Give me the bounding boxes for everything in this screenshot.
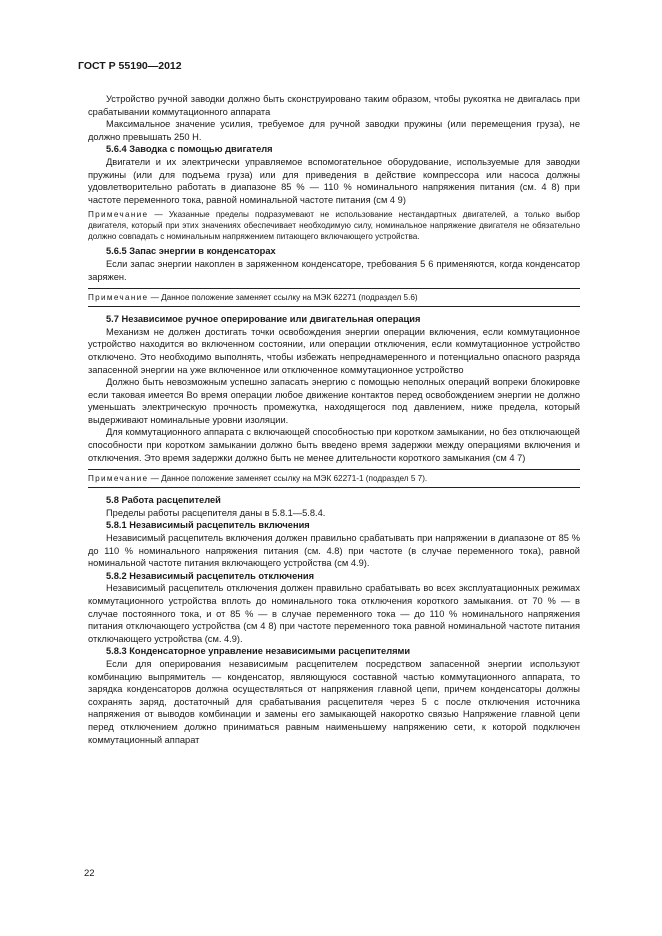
paragraph: Максимальное значение усилия, требуемое для ручной заводки пружины (или перемещения груза), не должно превышать 250 Н.	[88, 119, 580, 142]
note-label: Примечание	[88, 293, 149, 303]
paragraph: Пределы работы расцепителя даны в 5.8.1—5.8.4.	[106, 507, 326, 518]
section-heading-5-8-3: 5.8.3 Конденсаторное управление независимыми расцепителями	[106, 646, 411, 657]
paragraph: Независимый расцепитель включения должен правильно срабатывать при напряжении в диапазоне от 85 % до 110 % номинального напряжения питания (см. 4.8) при частоте (в случае переменного тока), равной номинальной частоте питания включающего устройства (см 4.9).	[88, 533, 580, 569]
paragraph: Если запас энергии накоплен в заряженном конденсаторе, требования 5 6 применяются, когда конденсатор заряжен.	[88, 258, 580, 282]
note-text: — Данное положение заменяет ссылку на МЭК 62271 (подраздел 5.6)	[148, 293, 418, 303]
note-text: — Указанные пределы подразумевают не использование нестандартных двигателей, а только выбор двигателя, который при этих значениях обеспечивает необходимую силу, номинальное напряжение двигателя не обязательно должно совпадать с номинальным напряжением питающего включающего устройства.	[88, 210, 580, 242]
section-heading-5-6-4: 5.6.4 Заводка с помощью двигателя	[106, 144, 273, 155]
section-heading-5-8-1: 5.8.1 Независимый расцепитель включения	[106, 520, 310, 531]
section-heading-5-7: 5.7 Независимое ручное оперирование или двигательная операция	[106, 314, 421, 325]
paragraph: Должно быть невозможным успешно запасать энергию с помощью неполных операций вопреки блокировке если таковая имеется Во время операции любое движение контактов перед освобождением энергии не должно уменьшать электрическую прочность промежутка, находящегося под давлением, ниже предела, который выдерживают номинальные уровни изоляции.	[88, 377, 580, 425]
section-heading-5-8-2: 5.8.2 Независимый расцепитель отключения	[106, 570, 314, 581]
paragraph: Если для оперирования независимым расцепителем посредством запасенной энергии используют комбинацию выпрямитель — конденсатор, являющуюся составной частью коммутационного аппарата, то зарядка конденсаторов должна осуществляться от напряжения главной цепи, причем конденсаторы должны сохранять заряд, достаточный для срабатывания расцепителя через 5 с после отключения источника напряжения от выводов комбинации и замены его замыкающей накоротко связью Напряжение главной цепи перед отключением должно приниматься равным наименьшему напряжению сети, к которой подключен коммутационный аппарат	[88, 658, 580, 745]
note	[88, 469, 580, 488]
page-number: 22	[84, 868, 95, 879]
note	[88, 209, 580, 242]
note-label: Примечание	[88, 474, 149, 484]
paragraph: Устройство ручной заводки должно быть сконструировано таким образом, чтобы рукоятка не двигалась при срабатывании коммутационного аппарата	[88, 94, 580, 117]
section-heading-5-8: 5.8 Работа расцепителей	[106, 495, 221, 506]
document-body	[88, 93, 580, 746]
paragraph: Механизм не должен достигать точки освобождения энергии операции включения, если коммутационное устройство находится во включенном состоянии, или операции отключения, если коммутационное устройство отключено. Это необходимо выполнять, чтобы избежать непреднамеренного и потенциально опасного разряда запасенной энергии на уже включенное или отключенное коммутационное устройство	[88, 326, 580, 375]
paragraph: Для коммутационного аппарата с включающей способностью при коротком замыкании, но без отключающей способности при коротком замыкании должно быть введено время задержки между операциями включения и отключения. Это время задержки должно быть не менее длительности короткого замыкания (см 4 7)	[88, 427, 580, 463]
section-heading-5-6-5: 5.6.5 Запас энергии в конденсаторах	[106, 246, 276, 257]
note	[88, 288, 580, 307]
note-text: — Данное положение заменяет ссылку на МЭК 62271-1 (подраздел 5 7).	[148, 474, 428, 484]
standard-header: ГОСТ Р 55190—2012	[78, 60, 182, 72]
note-label: Примечание	[88, 210, 149, 220]
paragraph: Двигатели и их электрически управляемое вспомогательное оборудование, используемые для заводки пружины (или для подъема груза) или для приведения в действие компрессора или насоса должны удовлетворительно работать в диапазоне 85 % — 110 % номинального напряжения питания (см. 4 8) при частоте переменного тока, равной номинальной частоте питания (см 4 9)	[88, 156, 580, 205]
paragraph: Независимый расцепитель отключения должен правильно срабатывать во всех эксплуатационных режимах коммутационного устройства вплоть до номинального тока отключения короткого замыкания. от 70 % — в случае постоянного тока, и от 85 % — в случае переменного тока — до 110 % номинального напряжения питания отключающего устройства (см 4 8) при частоте переменного тока равной номинальной частоте питания отключающего устройства (см. 4.9).	[88, 583, 580, 644]
